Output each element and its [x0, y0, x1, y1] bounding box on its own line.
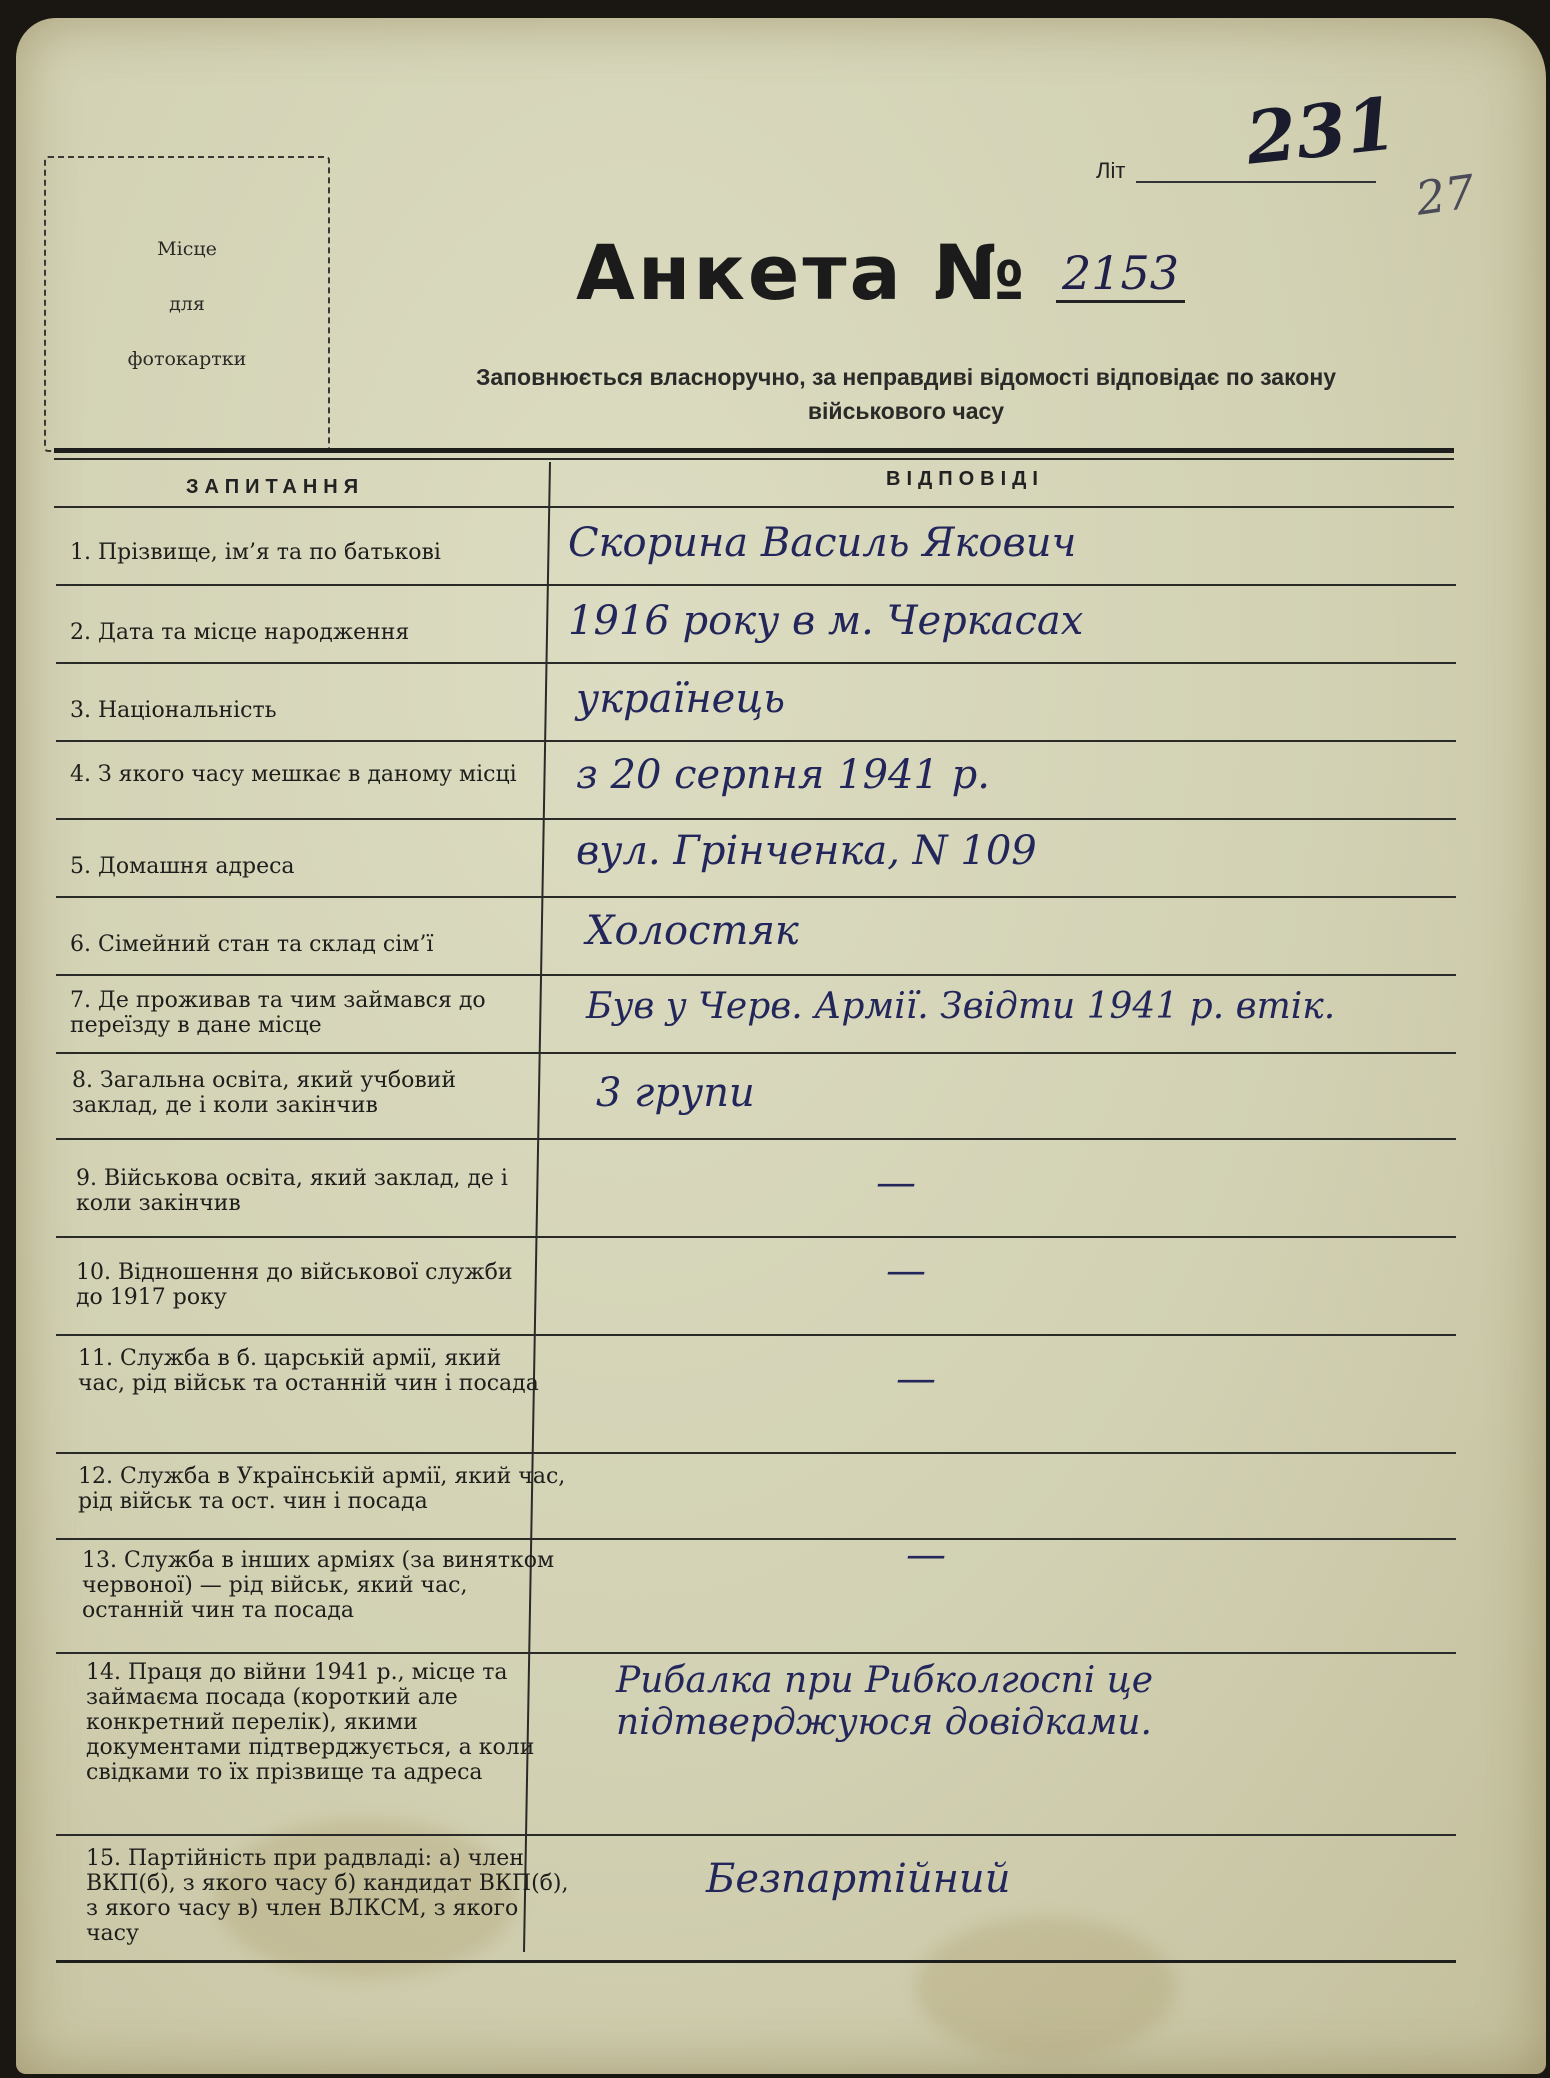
answer-text: —: [876, 1160, 916, 1206]
table-top-rule: [54, 458, 1454, 460]
photo-placeholder-box: [44, 156, 330, 452]
table-row: [56, 506, 1456, 586]
answer-text: українець: [576, 676, 786, 722]
answers-column-header: ВІДПОВІДІ: [886, 468, 1044, 490]
answer-text: 1916 року в м. Черкасах: [568, 598, 1084, 644]
question-text: 14. Праця до війни 1941 р., місце та займаєма посада (короткий але конкретний перелік), якими документами підтверджується, а коли свідками то їх прізвище та адреса: [86, 1660, 535, 1785]
photo-box-label: для: [169, 293, 205, 315]
questions-column-header: ЗАПИТАННЯ: [186, 476, 365, 498]
question-text: 9. Військова освіта, який заклад, де і коли закінчив: [76, 1166, 508, 1216]
table-row: [56, 1454, 1456, 1540]
question-text: 13. Служба в інших арміях (за винятком червоної) — рід військ, який час, останній чин та посада: [82, 1548, 555, 1623]
table-row: [56, 664, 1456, 742]
table-row: [56, 1238, 1456, 1336]
question-text: 3. Національність: [70, 698, 277, 723]
question-text: 1. Прізвище, ім’я та по батькові: [70, 540, 441, 565]
question-text: 10. Відношення до військової служби до 1917 року: [76, 1260, 513, 1310]
form-number: 2153: [1056, 246, 1185, 303]
table-row: [56, 976, 1456, 1054]
subtitle-line: військового часу: [807, 398, 1005, 424]
table-row: [56, 1054, 1456, 1140]
lit-underline: [1136, 181, 1376, 183]
table-top-rule: [54, 448, 1454, 453]
answer-text: —: [896, 1356, 936, 1402]
answer-text: —: [906, 1532, 946, 1578]
answer-text: Рибалка при Рибколгоспі це підтверджуюся довідками.: [616, 1660, 1154, 1743]
document-sheet: [16, 18, 1546, 2074]
table-row: [56, 1532, 1456, 1654]
question-text: 6. Сімейний стан та склад сім’ї: [70, 932, 434, 957]
table-row: [56, 1336, 1456, 1454]
lit-number: 231: [1241, 80, 1401, 181]
answer-text: Холостяк: [586, 908, 799, 954]
question-text: 7. Де проживав та чим займався до переїзду в дане місце: [70, 988, 486, 1038]
table-row: [56, 742, 1456, 820]
subtitle-line: Заповнюється власноручно, за неправдиві відомості відповідає по закону: [475, 364, 1337, 390]
form-subtitle: [366, 360, 1446, 428]
question-text: 4. З якого часу мешкає в даному місці: [70, 762, 517, 787]
answer-text: —: [886, 1248, 926, 1294]
answer-text: вул. Грінченка, N 109: [576, 828, 1037, 874]
answer-text: з 20 серпня 1941 р.: [576, 752, 990, 798]
question-text: 5. Домашня адреса: [70, 854, 295, 879]
question-text: 8. Загальна освіта, який учбовий заклад, де і коли закінчив: [72, 1068, 457, 1118]
table-row: [56, 1836, 1456, 1963]
table-row: [56, 586, 1456, 664]
corner-number: 27: [1412, 164, 1479, 226]
photo-box-label: Місце: [157, 238, 217, 260]
table-row: [56, 1140, 1456, 1238]
table-row: [56, 820, 1456, 898]
question-text: 15. Партійність при радвладі: а) член ВКП(б), з якого часу б) кандидат ВКП(б), з якого часу в) член ВЛКСМ, з якого часу: [86, 1846, 569, 1946]
table-row: [56, 1654, 1456, 1836]
question-text: 12. Служба в Українській армії, який час, рід військ та ост. чин і посада: [78, 1464, 566, 1514]
answer-text: 3 групи: [596, 1070, 755, 1116]
answer-text: Скорина Василь Якович: [568, 520, 1077, 566]
question-text: 11. Служба в б. царській армії, який час, рід військ та останній чин і посада: [78, 1346, 539, 1396]
table-row: [56, 898, 1456, 976]
question-text: 2. Дата та місце народження: [70, 620, 410, 645]
photo-box-label: фотокартки: [127, 348, 247, 370]
answer-text: Безпартійний: [706, 1856, 1011, 1902]
page-title: Анкета №: [576, 228, 1028, 317]
answer-text: Був у Черв. Армії. Звідти 1941 р. втік.: [586, 986, 1336, 1027]
lit-label: Літ: [1096, 158, 1126, 183]
